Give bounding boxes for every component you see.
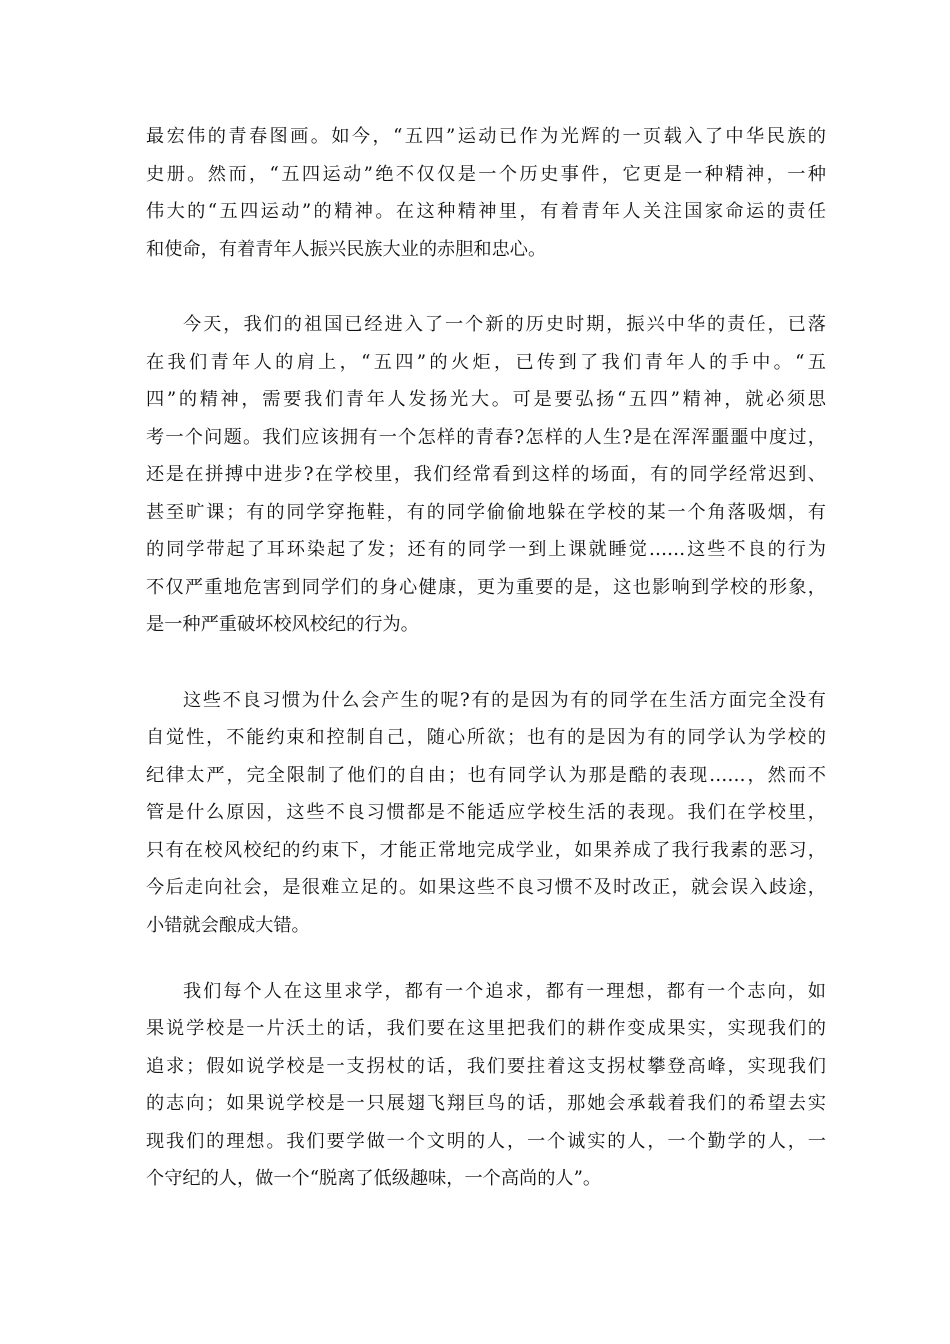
- text-line: 纪律太严，完全限制了他们的自由；也有同学认为那是酷的表现……，然而不: [146, 765, 826, 786]
- text-line: 最宏伟的青春图画。如今，“五四”运动已作为光辉的一页载入了中华民族的: [146, 126, 826, 147]
- text-line: 这些不良习惯为什么会产生的呢?有的是因为有的同学在生活方面完全没有: [183, 690, 826, 711]
- text-line: 甚至旷课；有的同学穿拖鞋，有的同学偷偷地躲在学校的某一个角落吸烟，有: [146, 502, 826, 523]
- text-line: 不仅严重地危害到同学们的身心健康，更为重要的是，这也影响到学校的形象，: [146, 577, 826, 598]
- text-line: 是一种严重破坏校风校纪的行为。: [146, 614, 419, 635]
- text-line: 的志向；如果说学校是一只展翅飞翔巨鸟的话，那她会承载着我们的希望去实: [146, 1093, 826, 1114]
- text-line: 今天，我们的祖国已经进入了一个新的历史时期，振兴中华的责任，已落: [183, 314, 826, 335]
- text-line: 个守纪的人，做一个“脱离了低级趣味，一个高尚的人”。: [146, 1168, 602, 1189]
- text-line: 果说学校是一片沃土的话，我们要在这里把我们的耕作变成果实，实现我们的: [146, 1018, 826, 1039]
- text-line: 小错就会酿成大错。: [146, 915, 310, 936]
- text-line: 和使命，有着青年人振兴民族大业的赤胆和忠心。: [146, 239, 547, 260]
- text-line: 四”的精神，需要我们青年人发扬光大。可是要弘扬“五四”精神，就必须思: [146, 389, 826, 410]
- text-line: 现我们的理想。我们要学做一个文明的人，一个诚实的人，一个勤学的人，一: [146, 1131, 826, 1152]
- text-line: 考一个问题。我们应该拥有一个怎样的青春?怎样的人生?是在浑浑噩噩中度过，: [146, 427, 826, 448]
- text-line: 只有在校风校纪的约束下，才能正常地完成学业，如果养成了我行我素的恶习，: [146, 840, 826, 861]
- text-line: 的同学带起了耳环染起了发；还有的同学一到上课就睡觉……这些不良的行为: [146, 539, 826, 560]
- text-line: 在我们青年人的肩上，“五四”的火炬，已传到了我们青年人的手中。“五: [146, 352, 826, 373]
- text-line: 自觉性，不能约束和控制自己，随心所欲；也有的是因为有的同学认为学校的: [146, 727, 826, 748]
- text-line: 伟大的“五四运动”的精神。在这种精神里，有着青年人关注国家命运的责任: [146, 201, 826, 222]
- text-line: 史册。然而，“五四运动”绝不仅仅是一个历史事件，它更是一种精神，一种: [146, 164, 826, 185]
- text-line: 我们每个人在这里求学，都有一个追求，都有一理想，都有一个志向，如: [183, 981, 826, 1002]
- text-line: 追求；假如说学校是一支拐杖的话，我们要拄着这支拐杖攀登高峰，实现我们: [146, 1056, 826, 1077]
- text-line: 还是在拼搏中进步?在学校里，我们经常看到这样的场面，有的同学经常迟到、: [146, 464, 826, 485]
- text-line: 今后走向社会，是很难立足的。如果这些不良习惯不及时改正，就会误入歧途，: [146, 877, 826, 898]
- text-line: 管是什么原因，这些不良习惯都是不能适应学校生活的表现。我们在学校里，: [146, 802, 826, 823]
